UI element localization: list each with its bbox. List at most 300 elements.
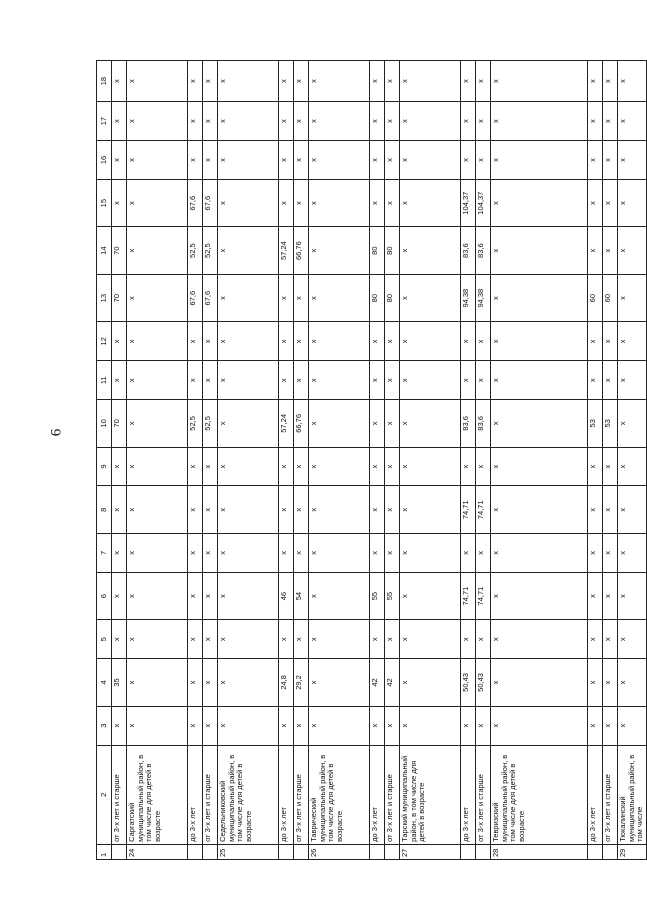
row-label-cell: до 3-х лет — [188, 745, 203, 844]
value-cell: х — [294, 486, 309, 534]
row-label-cell: Седельниковский муниципальный район, в том числе для детей в возрасте — [218, 745, 279, 844]
value-cell: х — [618, 620, 647, 659]
value-cell: х — [294, 447, 309, 486]
value-cell: х — [127, 179, 188, 227]
value-cell: х — [203, 659, 218, 707]
value-cell: х — [461, 141, 476, 180]
value-cell: х — [279, 61, 294, 102]
value-cell: х — [127, 274, 188, 322]
value-cell: х — [309, 620, 370, 659]
row-number-cell: 25 — [218, 844, 279, 859]
table-row — [491, 61, 588, 860]
column-number-header: 2 — [97, 745, 112, 844]
value-cell: 66,76 — [294, 227, 309, 275]
value-cell: 24,8 — [279, 659, 294, 707]
value-cell: х — [112, 533, 127, 572]
value-cell: х — [370, 61, 385, 102]
value-cell: х — [203, 533, 218, 572]
value-cell: х — [370, 361, 385, 400]
row-label-cell: до 3-х лет — [279, 745, 294, 844]
value-cell: х — [309, 179, 370, 227]
table-row — [218, 61, 279, 860]
value-cell: х — [461, 620, 476, 659]
table-row — [279, 61, 294, 860]
value-cell: х — [112, 102, 127, 141]
value-cell: 42 — [385, 659, 400, 707]
value-cell: х — [476, 322, 491, 361]
value-cell: х — [188, 706, 203, 745]
value-cell: х — [294, 533, 309, 572]
value-cell: х — [618, 322, 647, 361]
value-cell: х — [279, 141, 294, 180]
value-cell: х — [400, 61, 461, 102]
row-number-cell — [203, 844, 218, 859]
value-cell: х — [588, 361, 603, 400]
value-cell: 83,6 — [476, 227, 491, 275]
value-cell: х — [385, 486, 400, 534]
value-cell: х — [603, 706, 618, 745]
column-number-header: 1 — [97, 844, 112, 859]
value-cell: х — [491, 102, 588, 141]
value-cell: х — [294, 361, 309, 400]
value-cell: х — [127, 361, 188, 400]
value-cell: х — [203, 141, 218, 180]
value-cell: 67,6 — [203, 274, 218, 322]
value-cell: х — [203, 361, 218, 400]
value-cell: х — [218, 659, 279, 707]
value-cell: х — [127, 659, 188, 707]
value-cell: х — [370, 102, 385, 141]
row-number-cell — [385, 844, 400, 859]
value-cell: х — [618, 102, 647, 141]
value-cell: х — [309, 141, 370, 180]
value-cell: х — [385, 447, 400, 486]
value-cell: х — [294, 102, 309, 141]
value-cell: х — [491, 486, 588, 534]
row-label-cell: Тарский муниципальный район, в том числе для детей в возрасте — [400, 745, 461, 844]
value-cell: х — [588, 61, 603, 102]
value-cell: х — [309, 400, 370, 448]
value-cell: х — [603, 361, 618, 400]
value-cell: 57,24 — [279, 400, 294, 448]
value-cell: х — [400, 447, 461, 486]
value-cell: х — [203, 486, 218, 534]
value-cell: х — [218, 486, 279, 534]
value-cell: х — [309, 322, 370, 361]
table-row — [603, 61, 618, 860]
value-cell: х — [218, 61, 279, 102]
column-number-header: 9 — [97, 447, 112, 486]
value-cell: х — [400, 533, 461, 572]
value-cell: 83,6 — [461, 400, 476, 448]
value-cell: х — [491, 533, 588, 572]
row-label-cell: до 3-х лет — [370, 745, 385, 844]
row-number-cell — [588, 844, 603, 859]
row-label-cell: от 3-х лет и старше — [203, 745, 218, 844]
value-cell: х — [309, 361, 370, 400]
value-cell: х — [491, 179, 588, 227]
value-cell: х — [203, 102, 218, 141]
column-number-header: 14 — [97, 227, 112, 275]
value-cell: х — [188, 447, 203, 486]
value-cell: х — [112, 322, 127, 361]
row-label-cell: до 3-х лет — [588, 745, 603, 844]
value-cell: х — [127, 141, 188, 180]
value-cell: х — [112, 61, 127, 102]
row-number-cell — [476, 844, 491, 859]
value-cell: х — [385, 141, 400, 180]
value-cell: 55 — [385, 572, 400, 620]
value-cell: х — [203, 620, 218, 659]
row-number-cell — [188, 844, 203, 859]
value-cell: х — [603, 141, 618, 180]
table-row — [203, 61, 218, 860]
value-cell: х — [112, 706, 127, 745]
value-cell: х — [491, 706, 588, 745]
value-cell: х — [218, 227, 279, 275]
value-cell: х — [603, 179, 618, 227]
row-label-cell: Таврический муниципальный район, в том числе для детей в возрасте — [309, 745, 370, 844]
value-cell: 70 — [112, 227, 127, 275]
value-cell: х — [385, 533, 400, 572]
value-cell: х — [400, 102, 461, 141]
value-cell: х — [188, 533, 203, 572]
value-cell: х — [294, 179, 309, 227]
value-cell: х — [588, 486, 603, 534]
value-cell: х — [588, 533, 603, 572]
value-cell: 83,6 — [461, 227, 476, 275]
table-row — [294, 61, 309, 860]
value-cell: х — [400, 486, 461, 534]
value-cell: х — [218, 274, 279, 322]
value-cell: х — [461, 361, 476, 400]
row-number-cell — [603, 844, 618, 859]
row-number-cell: 27 — [400, 844, 461, 859]
column-number-header: 13 — [97, 274, 112, 322]
value-cell: х — [461, 447, 476, 486]
value-cell: х — [218, 572, 279, 620]
value-cell: х — [400, 706, 461, 745]
value-cell: 94,38 — [476, 274, 491, 322]
value-cell: 74,71 — [476, 486, 491, 534]
value-cell: х — [476, 102, 491, 141]
value-cell: 67,6 — [188, 274, 203, 322]
value-cell: х — [370, 620, 385, 659]
value-cell: х — [112, 572, 127, 620]
value-cell: х — [385, 102, 400, 141]
value-cell: х — [112, 179, 127, 227]
value-cell: х — [491, 659, 588, 707]
table-row — [461, 61, 476, 860]
value-cell: х — [279, 179, 294, 227]
value-cell: х — [188, 486, 203, 534]
value-cell: 104,37 — [461, 179, 476, 227]
value-cell: х — [279, 361, 294, 400]
value-cell: 52,5 — [203, 400, 218, 448]
value-cell: х — [618, 486, 647, 534]
row-number-cell: 26 — [309, 844, 370, 859]
value-cell: х — [370, 533, 385, 572]
value-cell: х — [491, 61, 588, 102]
row-label-cell: Тюкалинский муниципальный район, в том числе — [618, 745, 647, 844]
row-number-cell: 28 — [491, 844, 588, 859]
value-cell: х — [309, 706, 370, 745]
value-cell: х — [491, 274, 588, 322]
row-number-cell: 29 — [618, 844, 647, 859]
row-label-cell: Саргатский муниципальный район, в том числе для детей в возрасте — [127, 745, 188, 844]
value-cell: х — [279, 706, 294, 745]
value-cell: 80 — [370, 227, 385, 275]
value-cell: х — [618, 706, 647, 745]
value-cell: 60 — [588, 274, 603, 322]
value-cell: 83,6 — [476, 400, 491, 448]
value-cell: х — [279, 533, 294, 572]
column-number-header: 7 — [97, 533, 112, 572]
value-cell: х — [112, 620, 127, 659]
value-cell: х — [127, 447, 188, 486]
value-cell: х — [618, 659, 647, 707]
row-number-cell — [461, 844, 476, 859]
value-cell: 46 — [279, 572, 294, 620]
column-number-header: 17 — [97, 102, 112, 141]
value-cell: 67,6 — [188, 179, 203, 227]
row-label-cell: от 3-х лет и старше — [476, 745, 491, 844]
value-cell: 74,71 — [461, 486, 476, 534]
value-cell: х — [491, 400, 588, 448]
row-label-cell: от 3-х лет и старше — [385, 745, 400, 844]
table-row — [309, 61, 370, 860]
value-cell: х — [491, 447, 588, 486]
value-cell: х — [618, 533, 647, 572]
page-number: 6 — [48, 428, 65, 437]
value-cell: х — [603, 620, 618, 659]
value-cell: х — [112, 447, 127, 486]
value-cell: 35 — [112, 659, 127, 707]
value-cell: 60 — [603, 274, 618, 322]
value-cell: х — [127, 322, 188, 361]
table-row — [588, 61, 603, 860]
value-cell: х — [461, 322, 476, 361]
value-cell: х — [618, 572, 647, 620]
value-cell: х — [461, 61, 476, 102]
value-cell: х — [588, 659, 603, 707]
column-number-header: 12 — [97, 322, 112, 361]
value-cell: х — [309, 572, 370, 620]
value-cell: х — [188, 572, 203, 620]
value-cell: х — [476, 61, 491, 102]
value-cell: х — [188, 61, 203, 102]
value-cell: х — [476, 141, 491, 180]
row-number-cell: 24 — [127, 844, 188, 859]
row-label-cell: от 3-х лет и старше — [294, 745, 309, 844]
column-number-header: 6 — [97, 572, 112, 620]
value-cell: х — [188, 361, 203, 400]
value-cell: 52,5 — [188, 227, 203, 275]
value-cell: х — [127, 227, 188, 275]
value-cell: х — [603, 659, 618, 707]
value-cell: х — [385, 400, 400, 448]
value-cell: х — [618, 447, 647, 486]
value-cell: х — [309, 227, 370, 275]
value-cell: х — [188, 102, 203, 141]
row-label-cell: до 3-х лет — [461, 745, 476, 844]
value-cell: х — [370, 486, 385, 534]
value-cell: х — [385, 179, 400, 227]
value-cell: х — [588, 102, 603, 141]
value-cell: х — [218, 141, 279, 180]
value-cell: 80 — [385, 274, 400, 322]
value-cell: х — [218, 447, 279, 486]
column-number-header: 11 — [97, 361, 112, 400]
value-cell: х — [603, 102, 618, 141]
value-cell: х — [603, 533, 618, 572]
value-cell: х — [400, 620, 461, 659]
value-cell: х — [588, 447, 603, 486]
value-cell: х — [294, 620, 309, 659]
value-cell: х — [218, 400, 279, 448]
value-cell: х — [618, 361, 647, 400]
value-cell: х — [218, 361, 279, 400]
value-cell: х — [370, 706, 385, 745]
value-cell: х — [279, 274, 294, 322]
column-number-header: 10 — [97, 400, 112, 448]
table-row — [618, 61, 647, 860]
row-label-cell: от 3-х лет и старше — [112, 745, 127, 844]
value-cell: х — [461, 533, 476, 572]
value-cell: х — [294, 274, 309, 322]
value-cell: х — [309, 61, 370, 102]
value-cell: х — [203, 61, 218, 102]
value-cell: х — [309, 447, 370, 486]
value-cell: 80 — [370, 274, 385, 322]
value-cell: х — [218, 620, 279, 659]
value-cell: х — [618, 61, 647, 102]
value-cell: х — [112, 141, 127, 180]
value-cell: х — [188, 659, 203, 707]
row-label-cell: от 3-х лет и старше — [603, 745, 618, 844]
value-cell: х — [294, 141, 309, 180]
value-cell: х — [588, 179, 603, 227]
value-cell: х — [218, 533, 279, 572]
value-cell: 74,71 — [461, 572, 476, 620]
row-number-cell — [370, 844, 385, 859]
value-cell: х — [370, 141, 385, 180]
value-cell: х — [603, 447, 618, 486]
value-cell: х — [400, 400, 461, 448]
value-cell: х — [603, 227, 618, 275]
value-cell: х — [400, 274, 461, 322]
value-cell: х — [127, 102, 188, 141]
column-number-header: 15 — [97, 179, 112, 227]
value-cell: х — [588, 141, 603, 180]
value-cell: х — [203, 572, 218, 620]
value-cell: х — [385, 620, 400, 659]
value-cell: 42 — [370, 659, 385, 707]
value-cell: х — [385, 61, 400, 102]
table-row — [385, 61, 400, 860]
value-cell: х — [279, 322, 294, 361]
table-header-row — [97, 61, 112, 860]
value-cell: х — [618, 227, 647, 275]
table-row — [127, 61, 188, 860]
value-cell: х — [127, 533, 188, 572]
value-cell: х — [400, 322, 461, 361]
value-cell: х — [400, 572, 461, 620]
value-cell: х — [603, 572, 618, 620]
column-number-header: 16 — [97, 141, 112, 180]
value-cell: 52,5 — [188, 400, 203, 448]
value-cell: х — [385, 322, 400, 361]
value-cell: х — [370, 400, 385, 448]
value-cell: х — [476, 706, 491, 745]
value-cell: х — [603, 61, 618, 102]
value-cell: х — [112, 361, 127, 400]
value-cell: х — [370, 179, 385, 227]
row-number-cell — [112, 844, 127, 859]
row-number-cell — [294, 844, 309, 859]
value-cell: х — [203, 706, 218, 745]
value-cell: х — [279, 447, 294, 486]
value-cell: х — [476, 620, 491, 659]
table-row — [370, 61, 385, 860]
value-cell: х — [127, 706, 188, 745]
value-cell: 94,38 — [461, 274, 476, 322]
tariff-table — [96, 60, 647, 860]
value-cell: 70 — [112, 400, 127, 448]
value-cell: х — [127, 400, 188, 448]
value-cell: 70 — [112, 274, 127, 322]
value-cell: х — [188, 322, 203, 361]
value-cell: х — [309, 533, 370, 572]
value-cell: х — [476, 533, 491, 572]
value-cell: 53 — [603, 400, 618, 448]
value-cell: х — [127, 620, 188, 659]
value-cell: х — [588, 227, 603, 275]
value-cell: х — [400, 227, 461, 275]
value-cell: х — [618, 400, 647, 448]
value-cell: х — [618, 179, 647, 227]
value-cell: х — [203, 447, 218, 486]
value-cell: х — [218, 179, 279, 227]
value-cell: х — [127, 61, 188, 102]
value-cell: 53 — [588, 400, 603, 448]
value-cell: х — [279, 102, 294, 141]
value-cell: х — [400, 659, 461, 707]
value-cell: х — [618, 141, 647, 180]
value-cell: х — [491, 141, 588, 180]
value-cell: х — [491, 322, 588, 361]
rotated-table-container — [96, 60, 645, 860]
column-number-header: 18 — [97, 61, 112, 102]
value-cell: х — [618, 274, 647, 322]
value-cell: х — [588, 620, 603, 659]
value-cell: х — [400, 179, 461, 227]
value-cell: 104,37 — [476, 179, 491, 227]
value-cell: х — [309, 659, 370, 707]
value-cell: х — [461, 706, 476, 745]
value-cell: х — [309, 102, 370, 141]
column-number-header: 5 — [97, 620, 112, 659]
value-cell: х — [294, 322, 309, 361]
table-row — [112, 61, 127, 860]
value-cell: х — [279, 486, 294, 534]
value-cell: х — [294, 61, 309, 102]
value-cell: х — [218, 706, 279, 745]
value-cell: 54 — [294, 572, 309, 620]
value-cell: 74,71 — [476, 572, 491, 620]
value-cell: 80 — [385, 227, 400, 275]
value-cell: х — [603, 322, 618, 361]
